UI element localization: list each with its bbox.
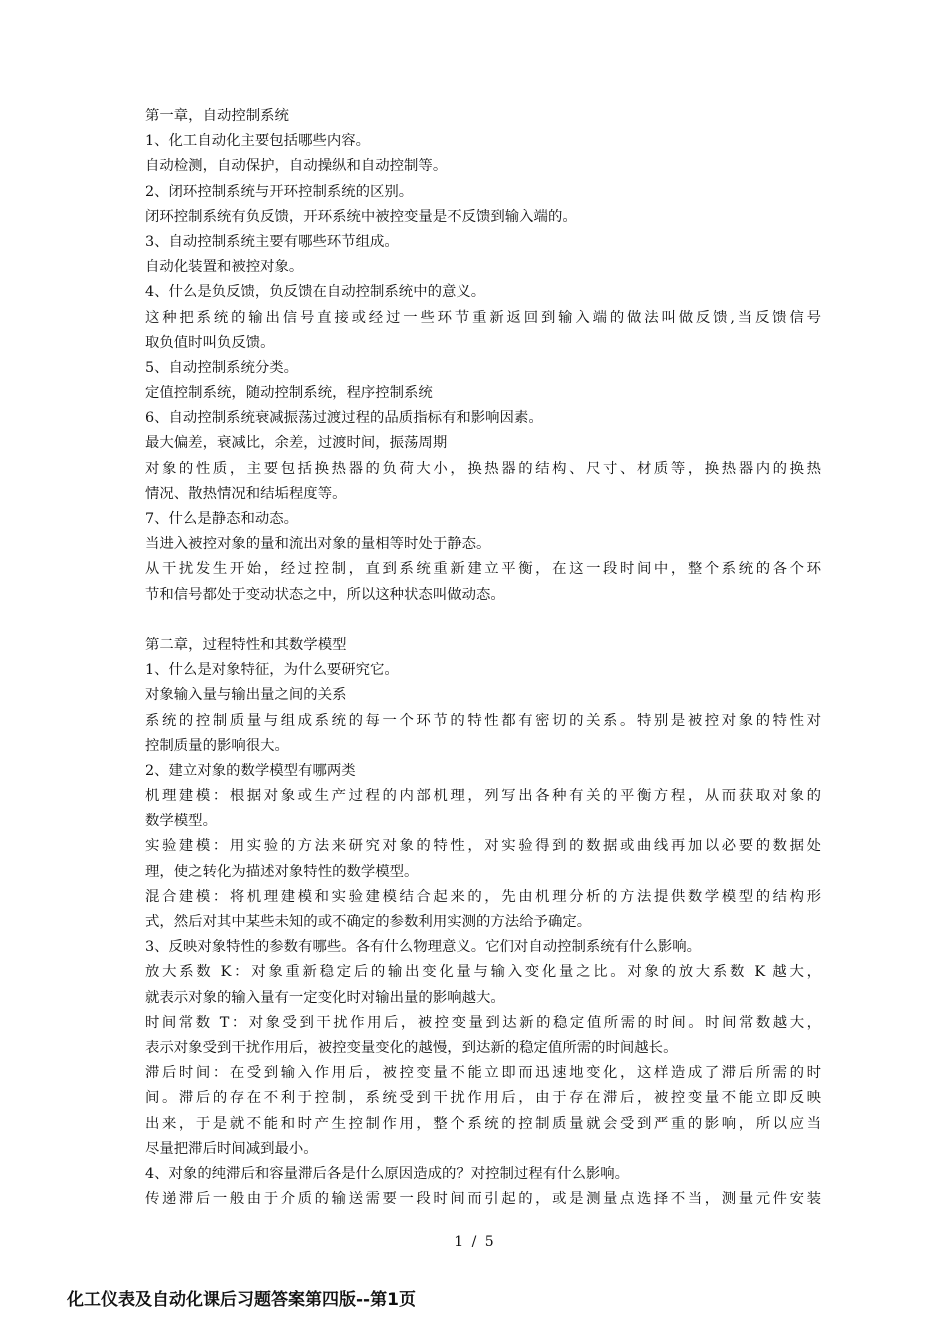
text-line: 实验建模：用实验的方法来研究对象的特性，对实验得到的数据或曲线再加以必要的数据处	[145, 838, 821, 855]
text-line: 滞后时间：在受到输入作用后，被控变量不能立即而迅速地变化，这样造成了滞后所需的时	[145, 1065, 821, 1082]
text-line: 时间常数 T：对象受到干扰作用后，被控变量到达新的稳定值所需的时间。时间常数越大，	[145, 1014, 821, 1031]
text-line: 对象输入量与输出量之间的关系	[145, 687, 347, 704]
footer-caption: 化工仪表及自动化课后习题答案第四版--第1页	[67, 1290, 416, 1310]
text-line: 系统的控制质量与组成系统的每一个环节的特性都有密切的关系。特别是被控对象的特性对	[145, 712, 821, 729]
text-line: 4、对象的纯滞后和容量滞后各是什么原因造成的？对控制过程有什么影响。	[145, 1165, 630, 1182]
text-line: 5、自动控制系统分类。	[145, 359, 299, 376]
text-line: 混合建模：将机理建模和实验建模结合起来的，先由机理分析的方法提供数学模型的结构形	[145, 888, 821, 905]
text-line: 7、什么是静态和动态。	[145, 511, 299, 527]
text-line: 就表示对象的输入量有一定变化时对输出量的影响越大。	[145, 989, 505, 1006]
text-line: 1、化工自动化主要包括哪些内容。	[145, 133, 371, 150]
text-line: 节和信号都处于变动状态之中，所以这种状态叫做动态。	[145, 586, 505, 603]
text-line: 1、什么是对象特征，为什么要研究它。	[145, 662, 399, 679]
text-line: 式，然后对其中某些未知的或不确定的参数利用实测的方法给予确定。	[145, 914, 592, 930]
text-line: 表示对象受到干扰作用后，被控变量变化的越慢，到达新的稳定值所需的时间越长。	[145, 1039, 678, 1056]
text-line: 从干扰发生开始，经过控制，直到系统重新建立平衡，在这一段时间中，整个系统的各个环	[145, 561, 821, 578]
text-line: 间。滞后的存在不利于控制，系统受到干扰作用后，由于存在滞后，被控变量不能立即反映	[145, 1090, 821, 1107]
text-line: 放大系数 K：对象重新稳定后的输出变化量与输入变化量之比。对象的放大系数 K 越大，	[145, 964, 821, 981]
text-line: 对象的性质，主要包括换热器的负荷大小，换热器的结构、尺寸、材质等，换热器内的换热	[145, 460, 821, 477]
text-line: 取负值时叫负反馈。	[145, 334, 275, 351]
text-line: 机理建模：根据对象或生产过程的内部机理，列写出各种有关的平衡方程，从而获取对象的	[145, 788, 821, 805]
text-line: 理，使之转化为描述对象特性的数学模型。	[145, 863, 419, 880]
text-line: 尽量把滞后时间减到最小。	[145, 1140, 318, 1157]
text-line: 闭环控制系统有负反馈，开环系统中被控变量是不反馈到输入端的。	[145, 208, 577, 225]
text-line: 当进入被控对象的量和流出对象的量相等时处于静态。	[145, 536, 491, 553]
text-line: 3、反映对象特性的参数有哪些。各有什么物理意义。它们对自动控制系统有什么影响。	[145, 939, 702, 956]
text-line: 数学模型。	[145, 813, 217, 830]
text-line: 2、闭环控制系统与开环控制系统的区别。	[145, 183, 414, 200]
page-number: 1 / 5	[454, 1234, 496, 1250]
text-line: 3、自动控制系统主要有哪些环节组成。	[145, 233, 399, 250]
text-line: 传递滞后一般由于介质的输送需要一段时间而引起的，或是测量点选择不当，测量元件安装	[145, 1191, 821, 1208]
text-line: 最大偏差，衰减比，余差，过渡时间，振荡周期	[145, 435, 448, 452]
text-line: 这种把系统的输出信号直接或经过一些环节重新返回到输入端的做法叫做反馈,当反馈信号	[145, 309, 821, 326]
text-line: 情况、散热情况和结垢程度等。	[145, 485, 347, 502]
blank-line	[145, 608, 821, 633]
text-line: 第二章，过程特性和其数学模型	[145, 636, 347, 653]
text-line: 自动检测，自动保护，自动操纵和自动控制等。	[145, 158, 448, 175]
text-line: 2、建立对象的数学模型有哪两类	[145, 762, 356, 779]
document-body	[145, 104, 821, 1212]
text-line: 出来，于是就不能和时产生控制作用，整个系统的控制质量就会受到严重的影响，所以应当	[145, 1115, 821, 1132]
text-line: 自动化装置和被控对象。	[145, 259, 304, 276]
text-line: 第一章，自动控制系统	[145, 108, 289, 124]
text-line: 6、自动控制系统衰减振荡过渡过程的品质指标有和影响因素。	[145, 410, 543, 427]
text-line: 4、什么是负反馈，负反馈在自动控制系统中的意义。	[145, 284, 486, 301]
text-line: 控制质量的影响很大。	[145, 737, 289, 754]
text-line: 定值控制系统，随动控制系统，程序控制系统	[145, 385, 433, 402]
